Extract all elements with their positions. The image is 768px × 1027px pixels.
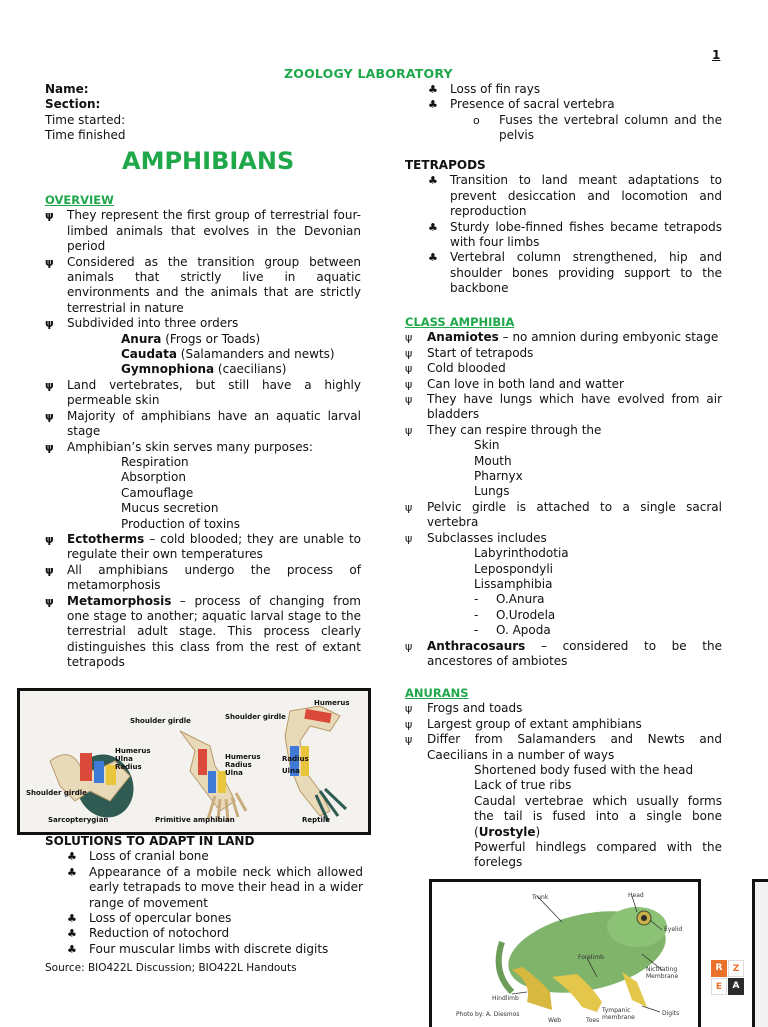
caption-primitive-amphibian: Primitive amphibian [155,816,235,824]
amphibia-bullet [405,330,722,345]
page-number: 1 [712,48,721,62]
psi-bullet-icon: ψ [45,594,54,608]
anurans-section [405,686,722,871]
way-item: Shortened body fused with the head [474,763,694,778]
psi-bullet-icon: ψ [405,500,413,514]
solution-item [67,942,363,957]
term: Anamiotes [427,330,499,345]
sub-list-item [473,113,722,144]
bullet-text: – process of changing from one stage to another; aquatic larval stage to the terrestrial adult stage. This process clearly distinguishes this class from the rest of extant tetrapods [67,593,361,670]
right-top-list [428,82,722,144]
name-label: Name: [45,82,89,96]
tetrapod-item [428,173,722,219]
term: Anthracosaurs [427,638,526,653]
overview-bullet [45,532,361,563]
skin-use: Respiration [121,454,189,469]
psi-bullet-icon: ψ [405,639,413,653]
skin-use: Absorption [121,470,186,485]
overview-bullet [45,409,361,440]
label-ulna-1: Ulna [115,755,133,763]
skin-use: Mucus secretion [121,501,219,516]
item-text: Vertebral column strengthened, hip and shoulder bones providing support to the backbone [450,250,722,296]
label-eyelid: Eyelid [664,926,683,933]
amphibia-bullet [405,361,722,376]
item-text: Sturdy lobe-finned fishes became tetrapods with four limbs [450,219,722,250]
bullet-text: Can love in both land and watter [427,376,624,391]
way-item [405,794,722,840]
label-humerus-1: Humerus [115,747,151,755]
overview-bullet [45,378,361,409]
label-ulna-2: Ulna [225,769,243,777]
dash: - [474,592,479,607]
left-column [45,82,365,144]
bullet-text: Pelvic girdle is attached to a single sacral vertebra [427,499,722,530]
label-shoulder-girdle-2: Shoulder girdle [225,713,286,721]
psi-bullet-icon: ψ [45,317,54,331]
psi-bullet-icon: ψ [405,423,413,437]
club-bullet-icon: ♣ [428,251,438,265]
solution-item [67,926,363,941]
anuran-bullet [405,701,722,716]
label-shoulder-girdle-1: Shoulder girdle [130,717,191,725]
solutions-section [45,834,363,977]
overview-bullet [45,208,361,254]
tetrapod-item [428,250,722,296]
order-item [405,608,722,623]
item-text: Fuses the vertebral column and the pelvis [499,112,722,143]
label-toes: Toes [586,1017,600,1024]
item-text: Loss of cranial bone [89,849,209,864]
order-item [45,347,361,362]
amphibia-bullet [405,377,722,392]
way-text: ) [535,824,541,839]
psi-bullet-icon: ψ [405,362,413,376]
list-item [428,82,722,97]
bullet-text: Differ from Salamanders and Newts and Caecilians in a number of ways [427,732,722,762]
club-bullet-icon: ♣ [67,927,77,941]
class-amphibia-heading: CLASS AMPHIBIA [405,315,515,329]
bullet-text: – considered to be the ancestores of ambiotes [427,638,722,668]
order-desc: (caecilians) [214,362,287,377]
source-note: Source: BIO422L Discussion; BIO422L Handouts [45,962,297,975]
bullet-text: They can respire through the [427,422,602,437]
frog-illustration-svg [432,882,698,1027]
amphibia-bullet [405,392,722,423]
label-web: Web [548,1017,562,1024]
psi-bullet-icon: ψ [405,717,413,731]
item-text: Appearance of a mobile neck which allowed early tetrapads to move their head in a wider range of movement [89,864,363,910]
club-bullet-icon: ♣ [67,850,77,864]
bullet-text: Land vertebrates, but still have a highly permeable skin [67,377,361,408]
term: Ectotherms [67,531,145,546]
item-text: Reduction of notochord [89,926,230,941]
subclass-item: Labyrinthodotia [474,546,569,561]
caption-reptile: Reptile [302,816,331,824]
item-text: Loss of opercular bones [89,911,232,926]
respire-item: Lungs [474,484,510,499]
order-text: O.Urodela [496,607,556,622]
psi-bullet-icon: ψ [405,702,413,716]
label-radius-3: Radius [282,755,309,763]
item-text: Four muscular limbs with discrete digits [89,941,329,956]
logo-letter-e: E [711,978,727,995]
psi-bullet-icon: ψ [405,346,413,360]
bullet-text: Majority of amphibians have an aquatic larval stage [67,408,361,439]
bullet-text: – cold blooded; they are unable to regulate their own temperatures [67,531,361,562]
bullet-text: Largest group of extant amphibians [427,716,642,731]
term: Metamorphosis [67,593,172,608]
subclass-item: Lissamphibia [474,576,553,591]
overview-bullet [45,563,361,594]
logo-letter-r: R [711,960,727,977]
order-item [405,623,722,638]
section-label: Section: [45,97,101,112]
overview-bullet [45,316,361,331]
rzea-logo [711,960,745,996]
order-name: Caudata [121,347,177,362]
label-nictitating-membrane: Nictitating Membrane [646,966,679,980]
item-text: Transition to land meant adaptations to prevent desiccation and locomotion and reproduction [450,173,722,219]
club-bullet-icon: ♣ [428,220,438,234]
tetrapod-item [428,220,722,251]
solutions-heading: SOLUTIONS TO ADAPT IN LAND [45,834,255,848]
frog-anatomy-figure [429,879,701,1027]
label-head: Head [628,892,644,899]
amphibia-bullet [405,500,722,531]
limb-comparison-figure [17,688,371,835]
order-desc: (Salamanders and newts) [176,347,335,362]
caption-sarcopterygian: Sarcopterygian [48,816,109,824]
overview-bullet [45,440,361,455]
label-hindlimb: Hindlimb [492,995,519,1002]
label-humerus-2: Humerus [225,753,261,761]
main-title: AMPHIBIANS [122,147,295,175]
label-forelimb: Forelimb [578,954,604,961]
term: Urostyle [478,824,536,839]
bullet-text: Considered as the transition group between animals that strictly live in aquatic environments and the animals that are strictly terrestrial in nature [67,254,361,315]
list-item [428,97,722,112]
psi-bullet-icon: ψ [405,331,413,345]
label-digits: Digits [662,1010,680,1017]
logo-letter-z: Z [728,960,744,977]
header-title: ZOOLOGY LABORATORY [284,66,453,81]
amphibia-bullet [405,423,722,438]
amphibia-bullet [405,346,722,361]
psi-bullet-icon: ψ [45,209,54,223]
solution-item [67,911,363,926]
tetrapods-section [405,158,722,297]
skin-use: Camouflage [121,485,194,500]
anuran-bullet [405,732,722,763]
psi-bullet-icon: ψ [405,531,413,545]
way-text: Caudal vertebrae which usually forms the tail is fused into a single bone ( [474,793,722,839]
order-item [45,332,361,347]
time-finished-label: Time finished [45,128,126,143]
bullet-text: Cold blooded [427,361,506,376]
way-item: Powerful hindlegs compared with the forelegs [474,840,722,870]
time-started-label: Time started: [45,112,126,127]
solution-item [67,865,363,911]
club-bullet-icon: ♣ [428,174,438,188]
club-bullet-icon: ♣ [67,942,77,956]
psi-bullet-icon: ψ [45,440,54,454]
item-text: Presence of sacral vertebra [450,97,615,112]
circle-bullet-icon: o [473,113,480,127]
label-radius-1: Radius [115,763,142,771]
psi-bullet-icon: ψ [45,532,54,546]
solution-item [67,849,363,864]
bullet-text: Amphibian’s skin serves many purposes: [67,439,313,454]
bullet-text: Frogs and toads [427,701,523,716]
respire-item: Pharnyx [474,469,523,484]
subclass-item: Lepospondyli [474,561,554,576]
respire-item: Skin [474,438,500,453]
club-bullet-icon: ♣ [428,98,438,112]
overview-bullet [45,594,361,671]
order-item [45,362,361,377]
order-item [405,592,722,607]
class-amphibia-section [405,315,722,669]
logo-letter-a: A [728,978,744,995]
order-text: O.Anura [496,592,545,607]
label-trunk: Trunk [532,894,549,901]
amphibia-bullet [405,531,722,546]
psi-bullet-icon: ψ [45,255,54,269]
order-name: Anura [121,331,162,346]
amphibia-bullet [405,639,722,670]
anuran-bullet [405,717,722,732]
psi-bullet-icon: ψ [45,409,54,423]
bullet-text: They represent the first group of terrestrial four-limbed animals that evolves in the Devonian period [67,208,361,254]
limb-diagram-svg [20,691,368,832]
label-tympanic-membrane: Tympanic membrane [602,1007,635,1021]
order-name: Gymnophiona [121,362,215,377]
psi-bullet-icon: ψ [405,733,413,747]
bullet-text: Subdivided into three orders [67,316,239,331]
label-shoulder-girdle-0: Shoulder girdle [26,789,87,797]
photo-credit: Photo by: A. Diesmos [456,1011,520,1018]
club-bullet-icon: ♣ [67,912,77,926]
club-bullet-icon: ♣ [67,865,77,879]
order-text: O. Apoda [496,623,551,638]
psi-bullet-icon: ψ [405,393,413,407]
bullet-text: Start of tetrapods [427,345,534,360]
anurans-heading: ANURANS [405,686,469,700]
bullet-text: – no amnion during embyonic stage [498,330,719,345]
way-item: Lack of true ribs [474,778,572,793]
respire-item: Mouth [474,453,512,468]
psi-bullet-icon: ψ [45,378,54,392]
label-humerus-3: Humerus [314,699,350,707]
label-ulna-3: Ulna [282,767,300,775]
dash: - [474,607,479,622]
dash: - [474,623,479,638]
overview-heading: OVERVIEW [45,193,114,207]
tetrapods-heading: TETRAPODS [405,158,486,172]
bullet-text: They have lungs which have evolved from air bladders [427,392,722,422]
bullet-text: Subclasses includes [427,530,547,545]
psi-bullet-icon: ψ [405,377,413,391]
bullet-text: All amphibians undergo the process of metamorphosis [67,562,361,593]
order-desc: (Frogs or Toads) [161,331,261,346]
psi-bullet-icon: ψ [45,563,54,577]
overview-bullet [45,255,361,317]
skin-use: Production of toxins [121,516,241,531]
label-radius-2: Radius [225,761,252,769]
overview-section [45,193,361,671]
item-text: Loss of fin rays [450,82,541,96]
partial-figure-edge [752,879,768,1027]
club-bullet-icon: ♣ [428,83,438,96]
